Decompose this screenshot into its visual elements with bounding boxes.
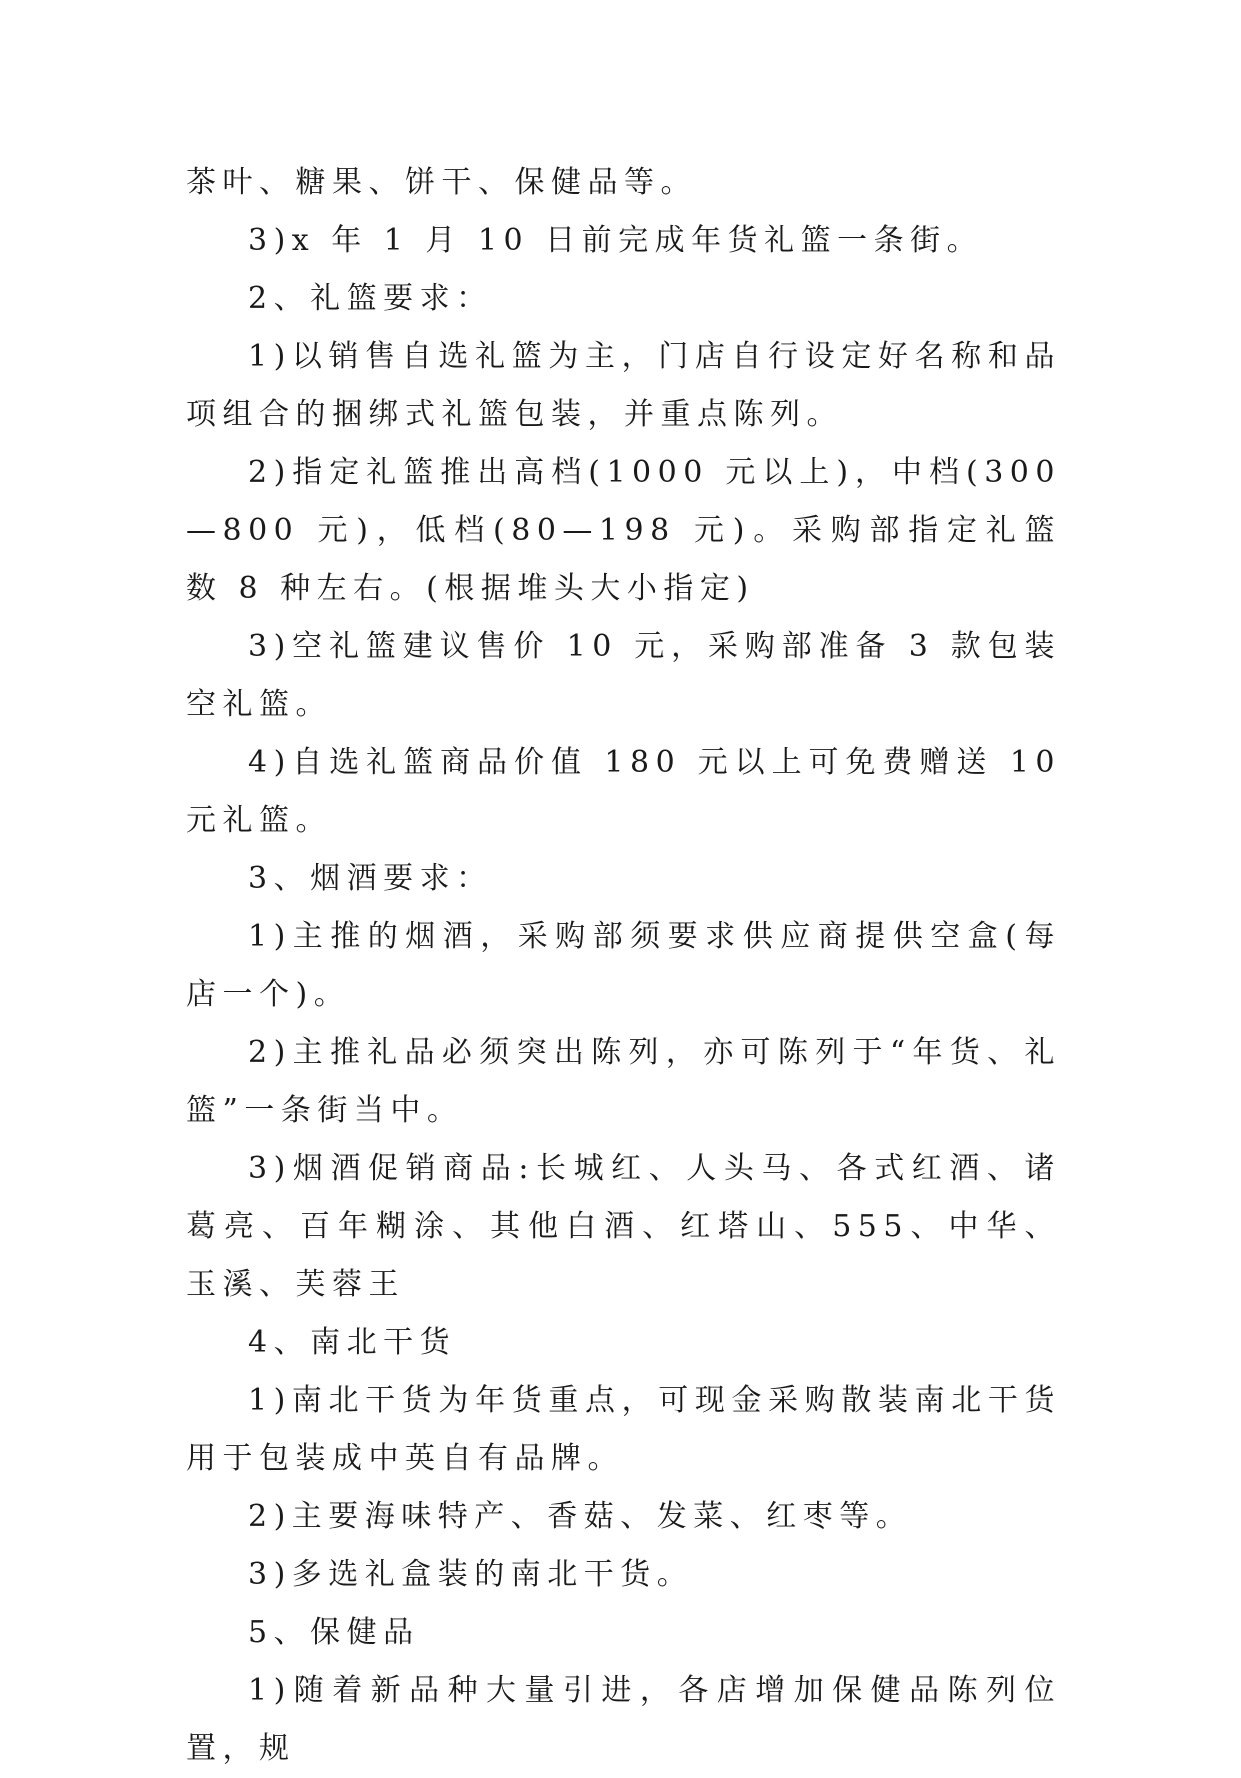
paragraph-continuation: 茶叶、糖果、饼干、保健品等。	[186, 165, 697, 200]
paragraph-item: 4)自选礼篮商品价值 180 元以上可免费赠送 10 元礼篮。	[186, 745, 1078, 838]
paragraph-item: 1)南北干货为年货重点，可现金采购散装南北干货用于包装成中英自有品牌。	[186, 1383, 1061, 1476]
section-heading: 5、保健品	[248, 1615, 420, 1650]
paragraph-item: 3)空礼篮建议售价 10 元，采购部准备 3 款包装空礼篮。	[186, 629, 1061, 722]
paragraph-item: 3)烟酒促销商品:长城红、人头马、各式红酒、诸葛亮、百年糊涂、其他白酒、红塔山、555、中华、玉溪、芙蓉王	[186, 1151, 1061, 1302]
section-heading: 3、烟酒要求：	[248, 861, 493, 896]
paragraph-item: 1)以销售自选礼篮为主，门店自行设定好名称和品项组合的捆绑式礼篮包装，并重点陈列。	[186, 339, 1061, 432]
paragraph-item: 3)x 年 1 月 10 日前完成年货礼篮一条街。	[248, 223, 984, 258]
document-body	[186, 154, 1078, 1778]
section-heading: 2、礼篮要求：	[248, 281, 493, 316]
paragraph-item: 1)随着新品种大量引进，各店增加保健品陈列位置，规	[186, 1673, 1061, 1766]
paragraph-item: 2)指定礼篮推出高档(1000 元以上)，中档(300—800 元)，低档(80—198 元)。采购部指定礼篮数 8 种左右。(根据堆头大小指定)	[186, 455, 1061, 606]
section-heading: 4、南北干货	[248, 1325, 457, 1360]
paragraph-item: 3)多选礼盒装的南北干货。	[248, 1557, 694, 1592]
paragraph-item: 1)主推的烟酒，采购部须要求供应商提供空盒(每店一个)。	[186, 919, 1061, 1012]
paragraph-item: 2)主要海味特产、香菇、发菜、红枣等。	[248, 1499, 913, 1534]
paragraph-item: 2)主推礼品必须突出陈列，亦可陈列于“年货、礼篮”一条街当中。	[186, 1035, 1061, 1128]
